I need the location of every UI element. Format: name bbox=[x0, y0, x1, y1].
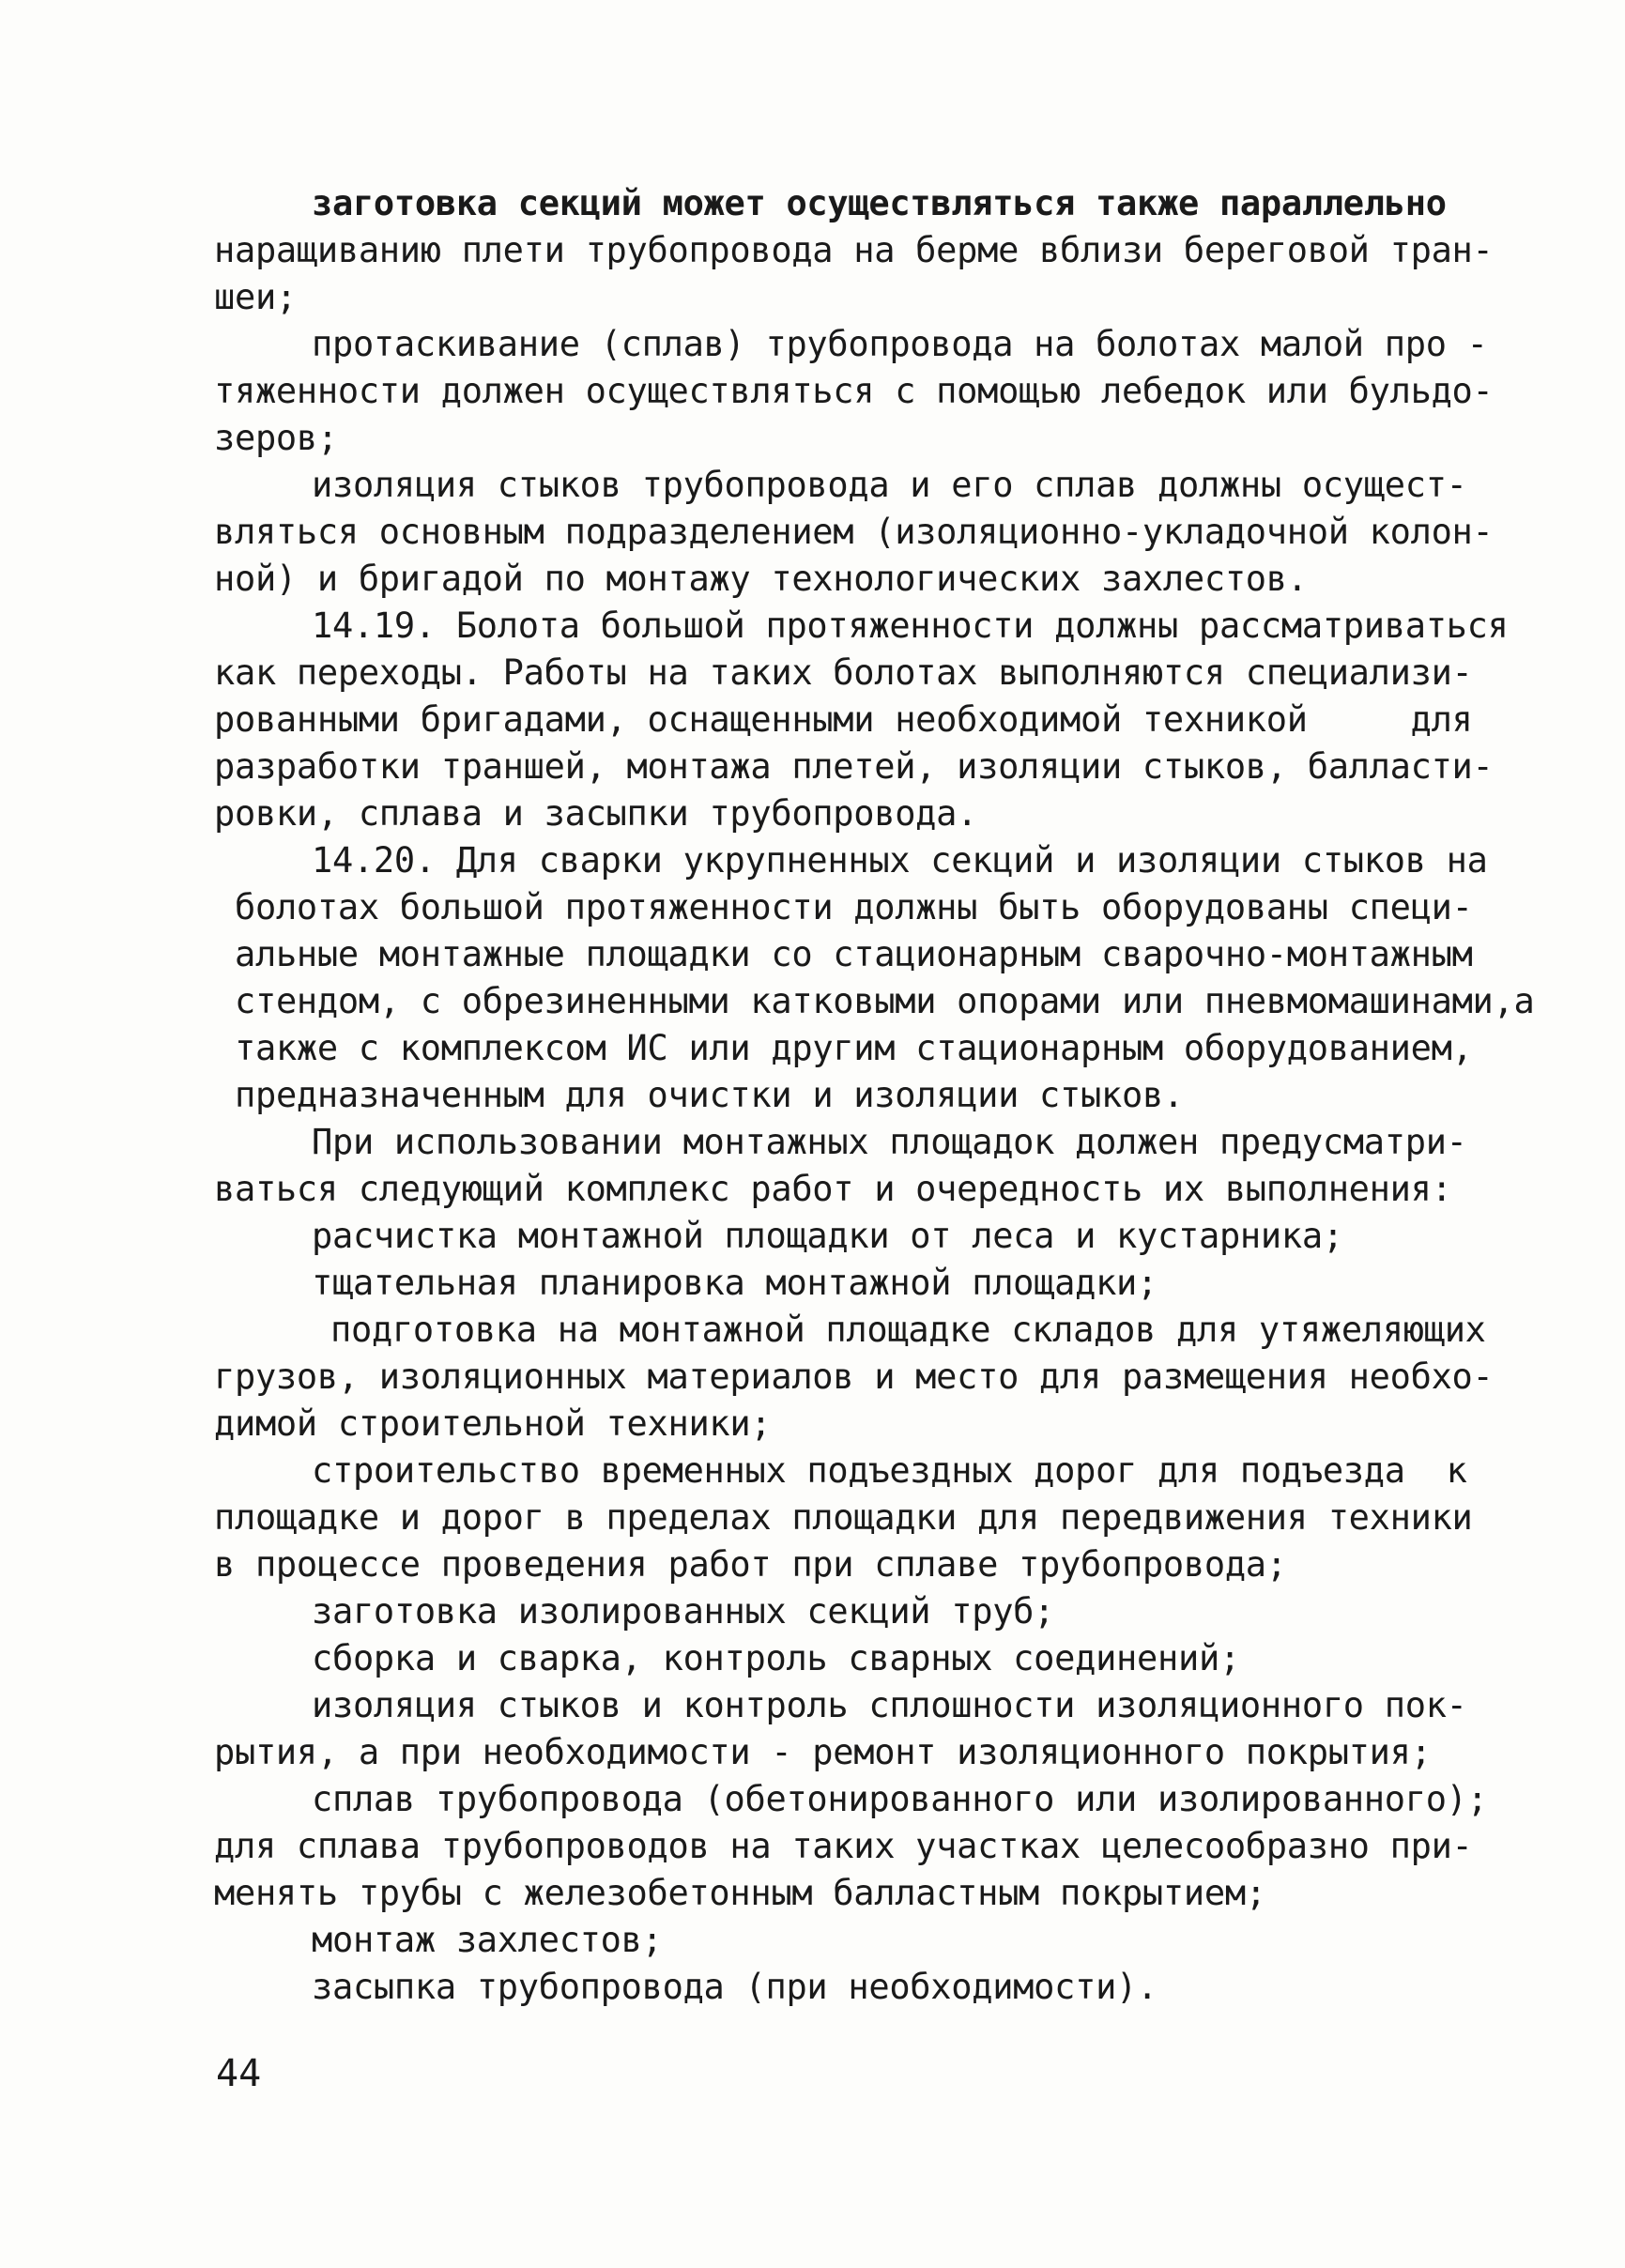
text-line: альные монтажные площадки со стационарным сварочно-монтажным bbox=[235, 934, 1473, 974]
list-item: строительство временных подъездных дорог для подъезда к bbox=[312, 1450, 1467, 1491]
text-line: протаскивание (сплав) трубопровода на болотах малой про - bbox=[312, 324, 1488, 364]
list-item: подготовка на монтажной площадке складов для утяжеляющих bbox=[330, 1310, 1486, 1350]
text-line: как переходы. Работы на таких болотах выполняются специализи- bbox=[214, 652, 1473, 693]
text-line: площадке и дорог в пределах площадки для передвижения техники bbox=[214, 1497, 1473, 1538]
text-line: грузов, изоляционных материалов и место для размещения необхо- bbox=[214, 1356, 1494, 1397]
list-item: сборка и сварка, контроль сварных соединений; bbox=[312, 1638, 1240, 1678]
text-line: заготовка секций может осуществляться также параллельно bbox=[312, 183, 1447, 223]
text-line: предназначенным для очистки и изоляции стыков. bbox=[235, 1075, 1184, 1115]
list-item: засыпка трубопровода (при необходимости). bbox=[312, 1967, 1158, 2007]
text-line: наращиванию плети трубопровода на берме вблизи береговой тран- bbox=[214, 230, 1494, 270]
text-line: ной) и бригадой по монтажу технологических захлестов. bbox=[214, 559, 1308, 599]
text-line: для сплава трубопроводов на таких участках целесообразно при- bbox=[214, 1826, 1473, 1866]
text-line: менять трубы с железобетонным балластным покрытием; bbox=[214, 1873, 1266, 1913]
text-line: димой строительной техники; bbox=[214, 1403, 772, 1444]
body-text bbox=[214, 180, 1535, 2011]
text-line: При использовании монтажных площадок должен предусматри- bbox=[312, 1122, 1467, 1162]
page-number: 44 bbox=[216, 2052, 262, 2095]
list-item: изоляция стыков и контроль сплошности изоляционного пок- bbox=[312, 1685, 1467, 1725]
text-line: ровки, сплава и засыпки трубопровода. bbox=[214, 793, 978, 834]
text-line: стендом, с обрезиненными катковыми опорами или пневмомашинами,а bbox=[235, 981, 1535, 1021]
text-line: вляться основным подразделением (изоляционно-укладочной колон- bbox=[214, 512, 1494, 552]
list-item: расчистка монтажной площадки от леса и кустарника; bbox=[312, 1216, 1343, 1256]
list-item: монтаж захлестов; bbox=[312, 1920, 663, 1960]
list-item: заготовка изолированных секций труб; bbox=[312, 1591, 1055, 1632]
list-item: тщательная планировка монтажной площадки; bbox=[312, 1263, 1158, 1303]
text-line: также с комплексом ИС или другим стационарным оборудованием, bbox=[235, 1028, 1473, 1068]
text-line: рованными бригадами, оснащенными необходимой техникой для bbox=[214, 699, 1473, 740]
section-14-20: 14.20. Для сварки укрупненных секций и изоляции стыков на bbox=[312, 840, 1488, 881]
text-line: зеров; bbox=[214, 418, 338, 458]
text-line: шеи; bbox=[214, 277, 297, 317]
text-line: в процессе проведения работ при сплаве трубопровода; bbox=[214, 1544, 1287, 1585]
text-line: разработки траншей, монтажа плетей, изоляции стыков, балласти- bbox=[214, 746, 1494, 787]
text-line: ваться следующий комплекс работ и очередность их выполнения: bbox=[214, 1169, 1452, 1209]
list-item: сплав трубопровода (обетонированного или изолированного); bbox=[312, 1779, 1488, 1819]
text-line: изоляция стыков трубопровода и его сплав должны осущест- bbox=[312, 465, 1467, 505]
text-line: рытия, а при необходимости - ремонт изоляционного покрытия; bbox=[214, 1732, 1432, 1772]
section-14-19: 14.19. Болота большой протяженности должны рассматриваться bbox=[312, 605, 1509, 646]
text-line: болотах большой протяженности должны быть оборудованы специ- bbox=[235, 887, 1473, 927]
text-line: тяженности должен осуществляться с помощью лебедок или бульдо- bbox=[214, 371, 1494, 411]
